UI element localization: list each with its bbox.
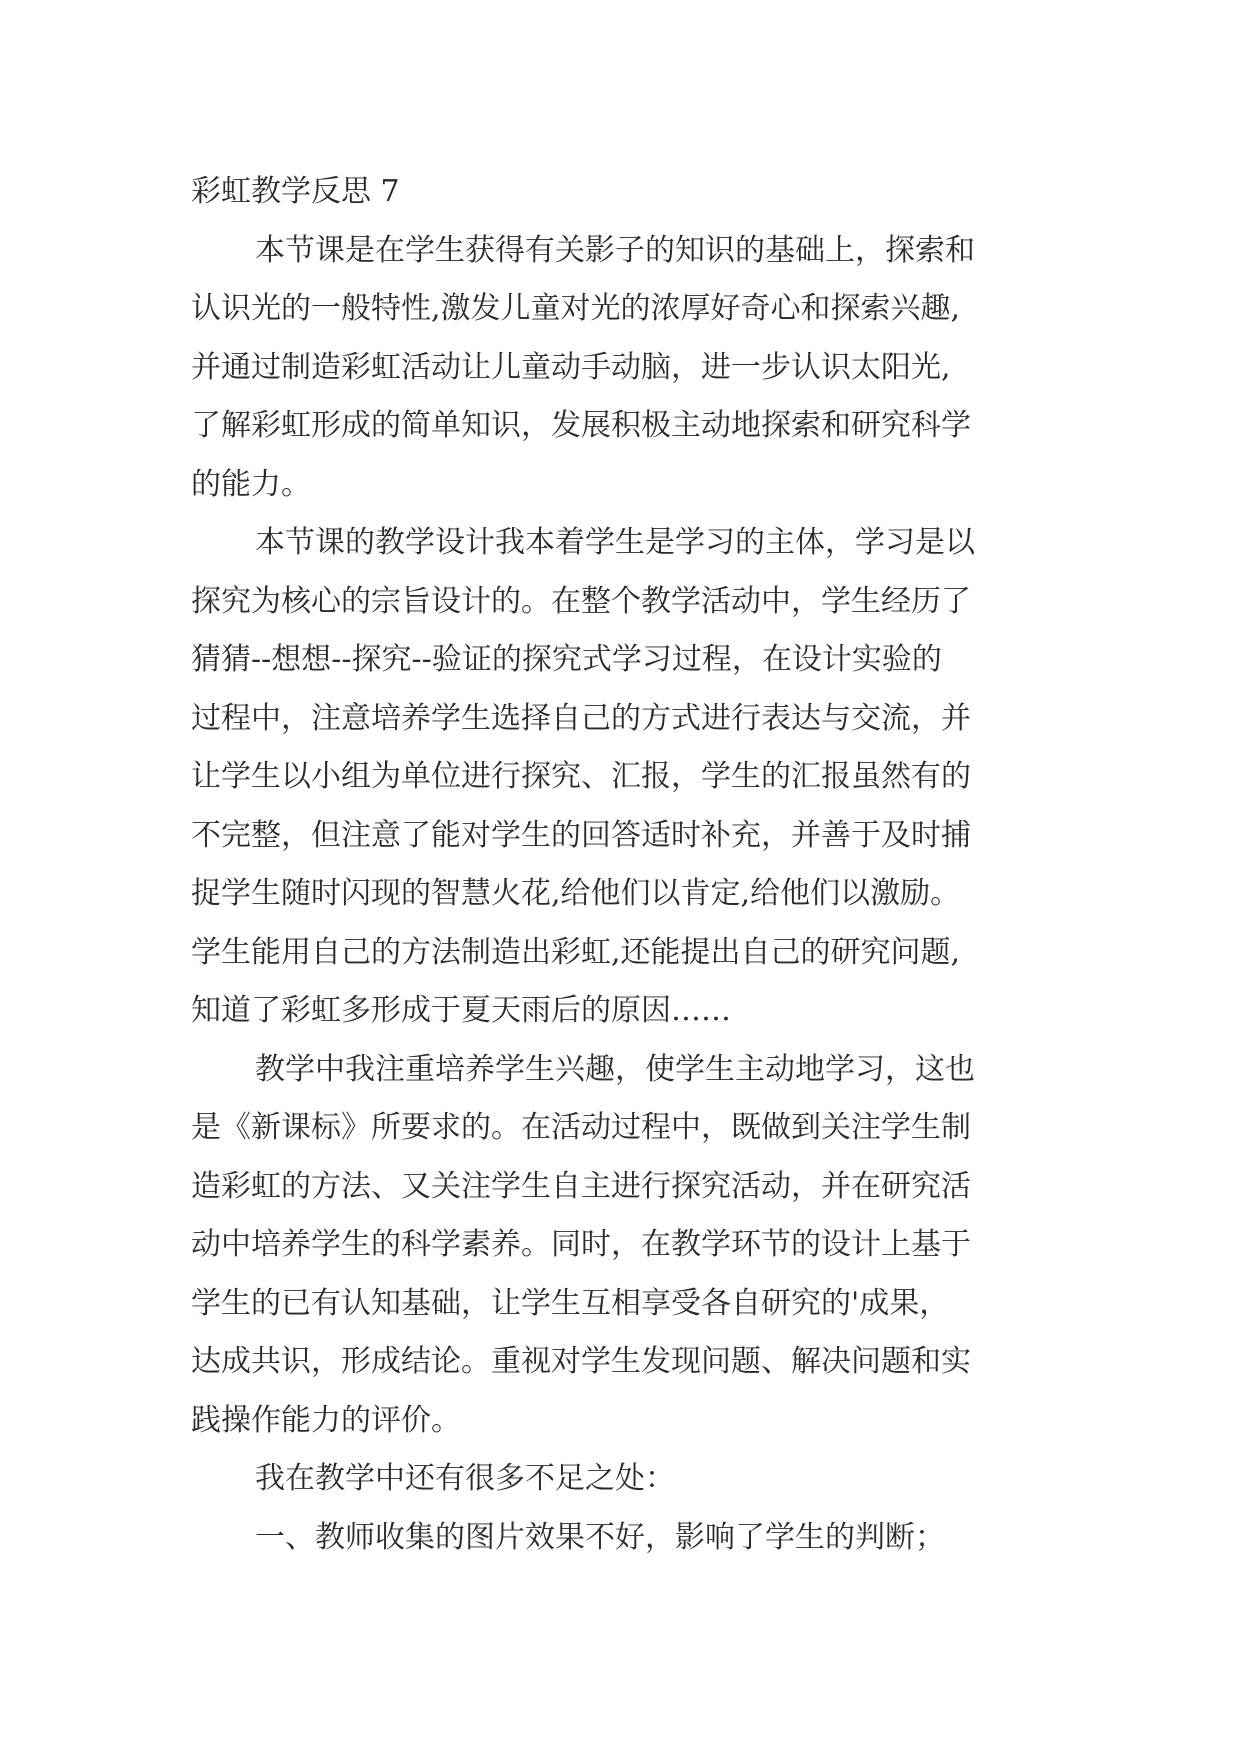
paragraph-interest (191, 1041, 1091, 1451)
paragraph-line: 捉学生随时闪现的智慧火花,给他们以肯定,给他们以激励。 (191, 876, 961, 911)
paragraph-line: 动中培养学生的科学素养。同时，在教学环节的设计上基于 (191, 1227, 971, 1262)
paragraph-point-one (191, 1509, 1091, 1568)
paragraph-line: 并通过制造彩虹活动让儿童动手动脑，进一步认识太阳光, (191, 349, 951, 385)
paragraph-design (191, 514, 1091, 1041)
paragraph-line: 让学生以小组为单位进行探究、汇报，学生的汇报虽然有的 (191, 759, 971, 794)
paragraph-line: 探究为核心的宗旨设计的。在整个教学活动中，学生经历了 (191, 583, 971, 619)
paragraph-line: 本节课的教学设计我本着学生是学习的主体，学习是以 (255, 525, 975, 560)
paragraph-line: 猜猜--想想--探究--验证的探究式学习过程，在设计实验的 (191, 642, 942, 677)
document-title: 彩虹教学反思 7 (191, 174, 400, 209)
paragraph-line: 的能力。 (191, 466, 311, 502)
paragraph-line: 我在教学中还有很多不足之处： (255, 1461, 675, 1496)
paragraph-line: 学生能用自己的方法制造出彩虹,还能提出自己的研究问题, (191, 934, 961, 970)
paragraph-line: 践操作能力的评价。 (191, 1402, 461, 1438)
paragraph-line: 教学中我注重培养学生兴趣，使学生主动地学习，这也 (255, 1051, 975, 1087)
paragraph-line: 过程中，注意培养学生选择自己的方式进行表达与交流，并 (191, 700, 971, 736)
paragraph-intro (191, 222, 1091, 515)
document-body (191, 163, 1091, 1567)
paragraph-line: 认识光的一般特性,激发儿童对光的浓厚好奇心和探索兴趣, (191, 291, 961, 326)
paragraph-shortcomings (191, 1450, 1091, 1509)
paragraph-line: 达成共识，形成结论。重视对学生发现问题、解决问题和实 (191, 1344, 971, 1379)
paragraph-line: 一、教师收集的图片效果不好，影响了学生的判断； (255, 1519, 945, 1555)
paragraph-line: 知道了彩虹多形成于夏天雨后的原因…… (191, 993, 731, 1028)
paragraph-line: 不完整，但注意了能对学生的回答适时补充，并善于及时捕 (191, 817, 971, 853)
paragraph-line: 了解彩虹形成的简单知识，发展积极主动地探索和研究科学 (191, 408, 971, 443)
paragraph-line: 学生的已有认知基础，让学生互相享受各自研究的'成果， (191, 1285, 950, 1321)
paragraph-line: 本节课是在学生获得有关影子的知识的基础上，探索和 (255, 232, 975, 268)
paragraph-line: 是《新课标》所要求的。在活动过程中，既做到关注学生制 (191, 1110, 971, 1145)
paragraph-line: 造彩虹的方法、又关注学生自主进行探究活动，并在研究活 (191, 1168, 971, 1204)
